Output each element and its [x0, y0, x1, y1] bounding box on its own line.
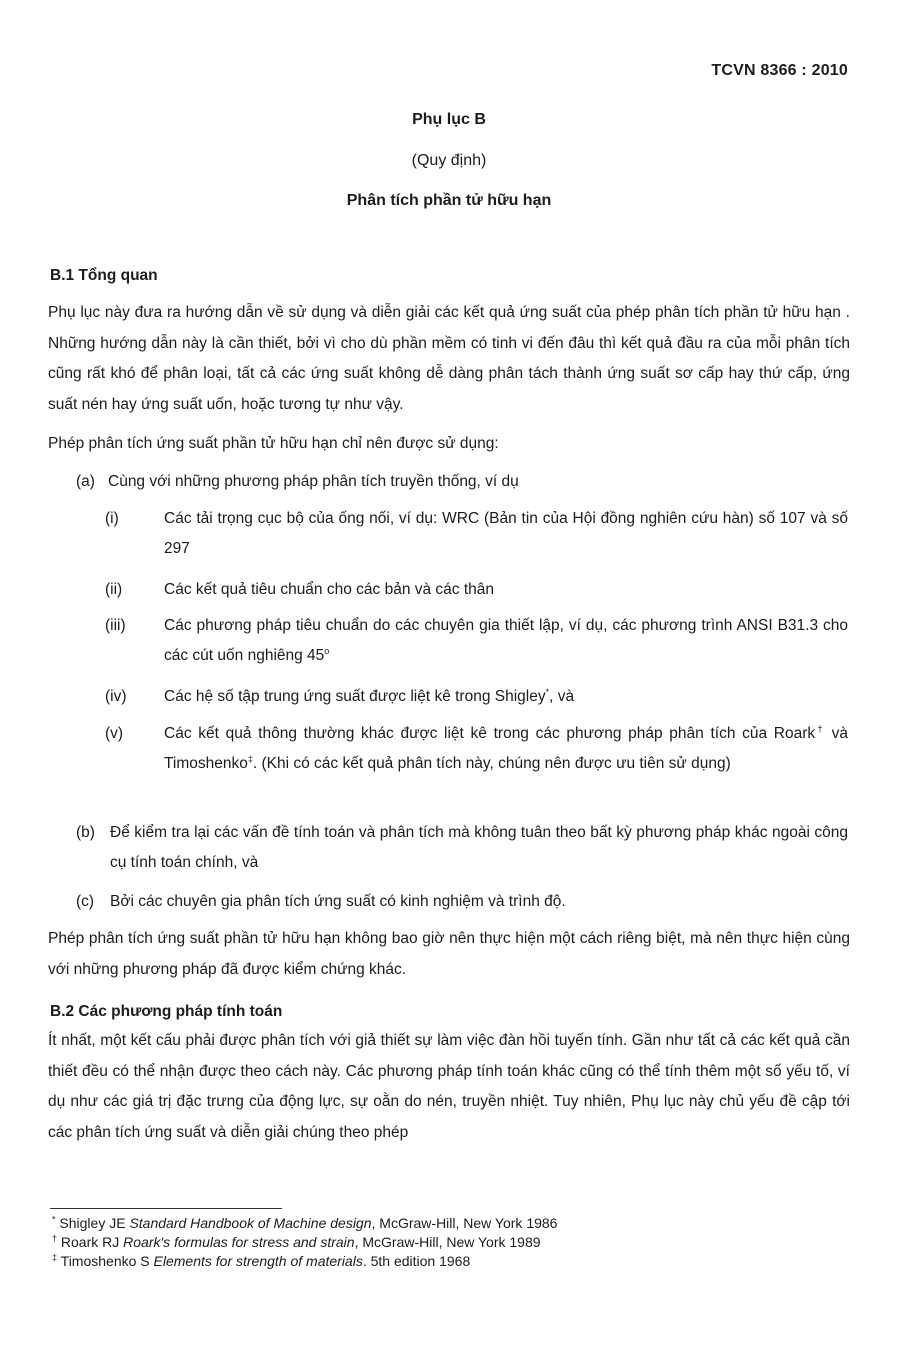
footnote-timoshenko	[52, 1252, 470, 1270]
section-heading-b2: B.2 Các phương pháp tính toán	[50, 1003, 283, 1020]
footnote-ref-roark: †	[815, 723, 825, 734]
standard-code: TCVN 8366 : 2010	[711, 62, 848, 79]
list-label: (b)	[76, 824, 95, 841]
list-text: Bởi các chuyên gia phân tích ứng suất có kinh nghiệm và trình độ.	[110, 893, 566, 910]
footnote-rest: , McGraw-Hill, New York 1989	[354, 1234, 541, 1250]
list-text-main: Các phương pháp tiêu chuẩn do các chuyên gia thiết lập, ví dụ, các phương trình ANSI B31.3 cho các cút uốn nghiêng 45	[164, 617, 848, 664]
list-label: (ii)	[105, 581, 123, 598]
list-text-after: , và	[549, 688, 575, 705]
list-text	[164, 719, 848, 779]
section-heading-b1: B.1 Tổng quan	[50, 267, 158, 284]
footnote-shigley	[52, 1214, 557, 1232]
footnote-mark: ‡	[52, 1252, 58, 1263]
list-label: (iii)	[105, 617, 126, 634]
annex-title: Phụ lục B	[412, 111, 486, 128]
list-label: (v)	[105, 725, 124, 742]
footnote-roark	[52, 1233, 541, 1251]
footnote-rest: , McGraw-Hill, New York 1986	[371, 1215, 558, 1231]
paragraph-overview: Phụ lục này đưa ra hướng dẫn về sử dụng và diễn giải các kết quả ứng suất của phép phân tích phần tử hữu hạn . Những hướng dẫn này là cần thiết, bởi vì cho dù phần mềm có tinh vi đến đâu thì kết quả đầu ra của mỗi phân tích cũng rất khó để phân loại, tất cả các ứng suất không dễ dàng phân tách thành ứng suất sơ cấp hay thứ cấp, ứng suất nén hay ứng suất uốn, hoặc tương tự như vậy.	[48, 304, 850, 413]
footnote-rest: . 5th edition 1968	[362, 1253, 471, 1269]
footnote-ref-shigley: *	[545, 686, 550, 697]
list-text-part2: và Timoshenko	[164, 725, 848, 772]
footnote-title: Elements for strength of materials	[153, 1253, 363, 1269]
footnote-mark: †	[52, 1233, 58, 1244]
list-label: (i)	[105, 510, 119, 527]
paragraph-usage-intro: Phép phân tích ứng suất phần tử hữu hạn chỉ nên được sử dụng:	[48, 435, 499, 452]
paragraph-usage-note: Phép phân tích ứng suất phần tử hữu hạn không bao giờ nên thực hiện một cách riêng biệt, mà nên thực hiện cùng với những phương pháp đã được kiểm chứng khác.	[48, 930, 850, 978]
footnote-title: Roark's formulas for stress and strain	[123, 1234, 355, 1250]
list-text: Cùng với những phương pháp phân tích truyền thống, ví dụ	[108, 473, 519, 490]
list-label: (c)	[76, 893, 95, 910]
list-text-part3: . (Khi có các kết quả phân tích này, chúng nên được ưu tiên sử dụng)	[252, 755, 731, 772]
list-text	[164, 611, 848, 671]
annex-type: (Quy định)	[411, 152, 487, 169]
list-text: Các tải trọng cục bộ của ống nối, ví dụ: WRC (Bản tin của Hội đồng nghiên cứu hàn) số 107 và số 297	[164, 510, 848, 557]
list-label: (iv)	[105, 688, 127, 705]
list-text: Các kết quả tiêu chuẩn cho các bản và các thân	[164, 581, 495, 598]
paragraph-methods: Ít nhất, một kết cấu phải được phân tích với giả thiết sự làm việc đàn hồi tuyến tính. Gần như tất cả các kết quả cần thiết đều có thể nhận được theo cách này. Các phương pháp tính toán khác cũng có thể tính thêm một số yếu tố, ví dụ như các giá trị đặc trưng của động lực, sự oằn do nén, truyền nhiệt. Tuy nhiên, Phụ lục này chủ yếu đề cập tới các phân tích ứng suất và diễn giải chúng theo phép	[48, 1032, 850, 1141]
footnote-author: Roark RJ	[60, 1234, 120, 1250]
list-text-before: Các hệ số tập trung ứng suất được liệt kê trong Shigley	[164, 688, 546, 705]
list-label: (a)	[76, 473, 95, 490]
footnote-author: Timoshenko S	[60, 1253, 150, 1269]
degree-mark: o	[324, 645, 330, 656]
footnote-mark: *	[52, 1214, 56, 1225]
list-text-part1: Các kết quả thông thường khác được liệt kê trong các phương pháp phân tích của Roark	[164, 725, 816, 742]
footnote-author: Shigley JE	[59, 1215, 126, 1231]
footnote-divider	[50, 1208, 282, 1209]
footnote-ref-timoshenko: ‡	[247, 753, 253, 764]
list-text	[164, 682, 848, 712]
footnote-title: Standard Handbook of Machine design	[129, 1215, 372, 1231]
annex-subtitle: Phân tích phần tử hữu hạn	[346, 192, 552, 209]
list-text: Để kiểm tra lại các vấn đề tính toán và phân tích mà không tuân theo bất kỳ phương pháp khác ngoài công cụ tính toán chính, và	[110, 824, 848, 871]
